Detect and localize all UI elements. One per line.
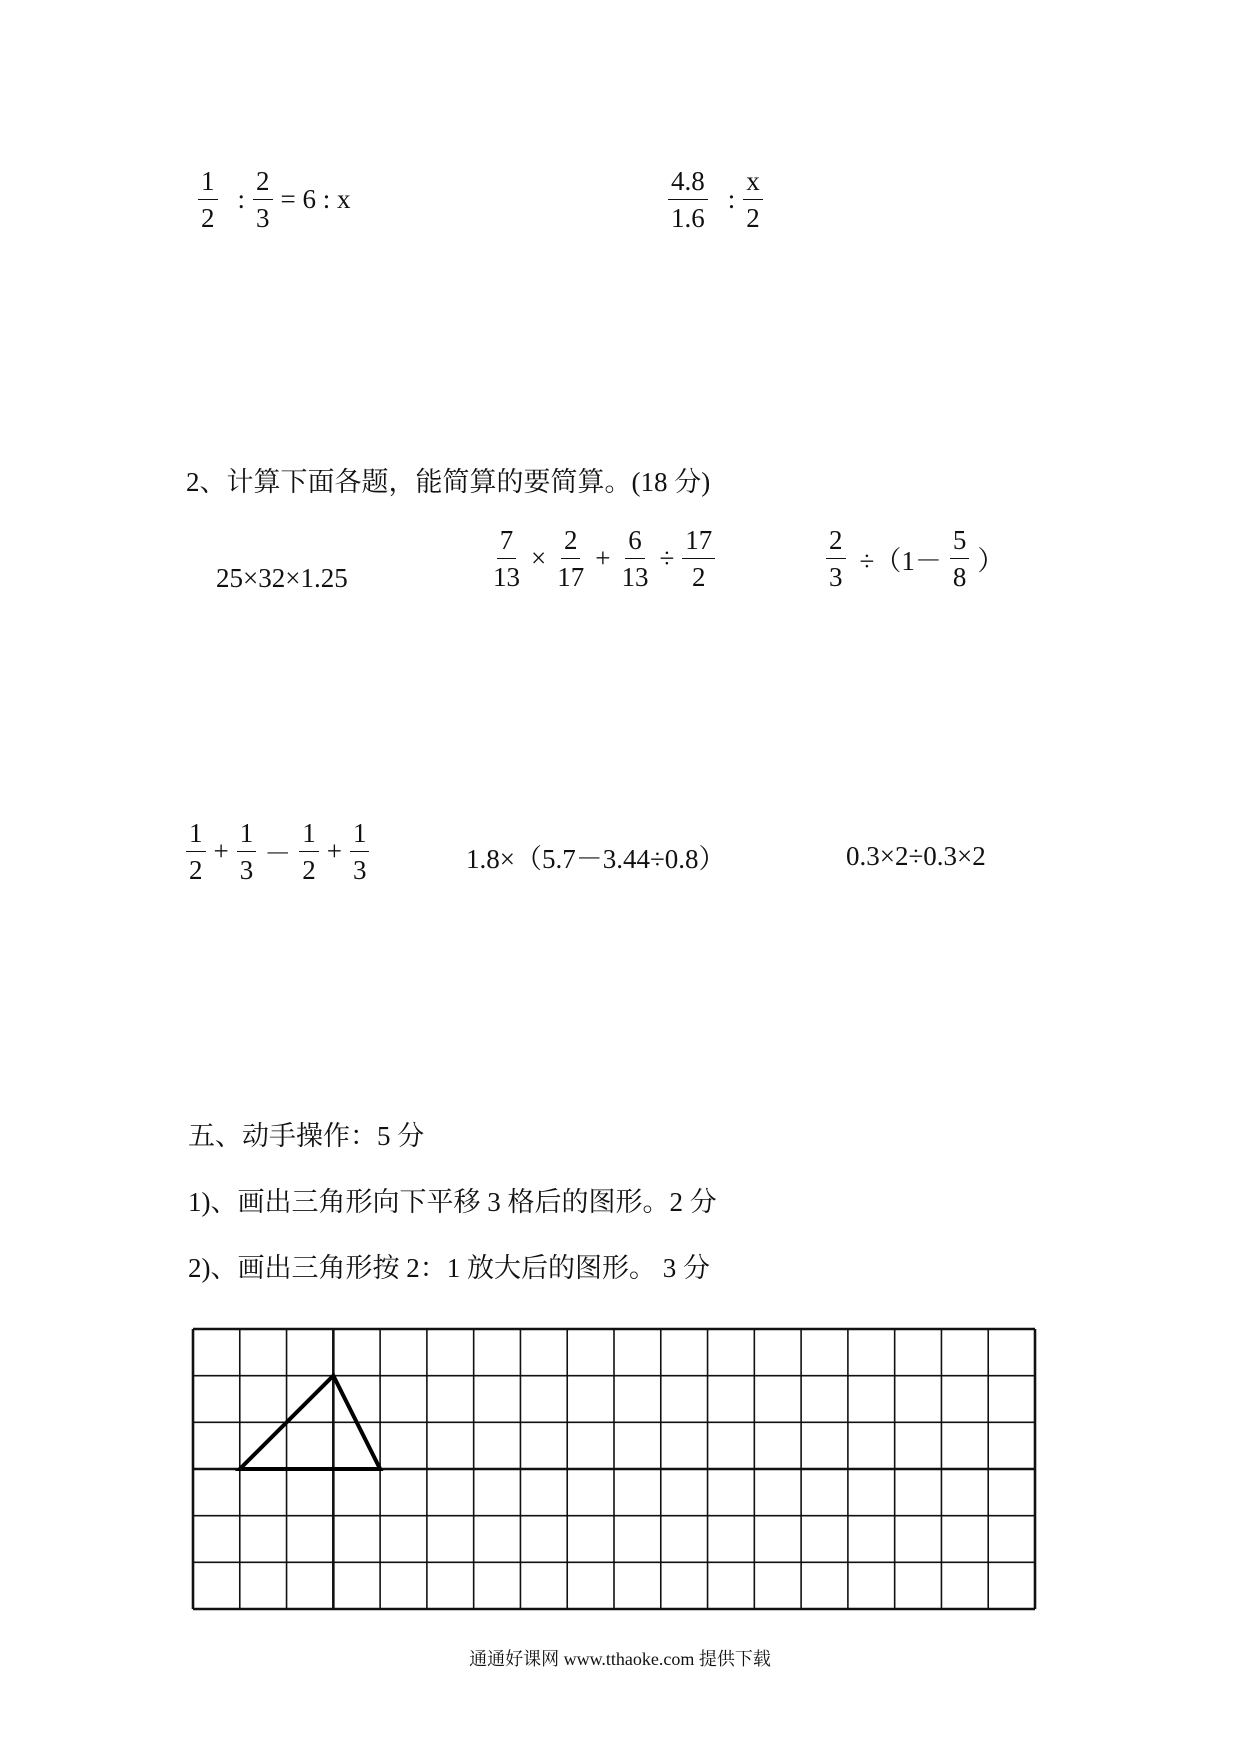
calc-problem-2: $\frac{7}{13}$ × $\frac{2}{17}$ + $\frac{6}{13}$ ÷ $\frac{17}{2}$ [488,525,717,592]
fraction: $\frac{7}{13}$ [493,525,520,593]
section-5-heading: 五、动手操作：5 分 [188,1121,425,1151]
fraction: $\frac{1}{3}$ [237,818,257,885]
proportion-equation-1: $\frac{1}{2}$ : $\frac{2}{3}$ = 6 : x [196,166,357,233]
fraction: $\frac{1}{3}$ [350,818,370,885]
fraction: $\frac{4.8}{1.6}$ [668,166,708,233]
calc-problem-1: 25×32×1.25 [216,562,348,593]
fraction: $\frac{5}{8}$ [950,525,970,592]
task-2-text: 2)、画出三角形按 2：1 放大后的图形。 3 分 [188,1253,710,1283]
drawing-grid [191,1327,1037,1616]
calc-problem-6: 0.3×2÷0.3×2 [846,840,986,871]
fraction: $\frac{2}{3}$ [826,525,846,592]
fraction: $\frac{1}{2}$ [198,166,218,233]
calc-problem-5: 1.8×（5.7－3.44÷0.8） [466,843,726,874]
fraction: $\frac{17}{2}$ [682,525,715,592]
fraction: $\frac{1}{2}$ [299,818,319,885]
section-2-heading: 2、计算下面各题，能简算的要简算。(18 分) [186,467,711,497]
fraction: $\frac{2}{17}$ [557,525,585,593]
fraction: $\frac{6}{13}$ [621,525,649,593]
calc-problem-3: $\frac{2}{3}$ ÷（1－ $\frac{5}{8}$ ） [824,525,1010,592]
calc-problem-4: $\frac{1}{2}$ + $\frac{1}{3}$ － $\frac{1}{2}$ + $\frac{1}{3}$ [184,818,371,885]
fraction: $\frac{x}{2}$ [743,166,763,233]
fraction: $\frac{2}{3}$ [253,166,273,233]
task-1-text: 1)、画出三角形向下平移 3 格后的图形。2 分 [188,1187,717,1217]
fraction: $\frac{1}{2}$ [186,818,206,885]
footer-credit: 通通好课网 www.tthaoke.com 提供下载 [469,1649,771,1669]
grid-svg [191,1327,1037,1611]
proportion-equation-2: $\frac{4.8}{1.6}$ : $\frac{x}{2}$ [666,166,765,233]
